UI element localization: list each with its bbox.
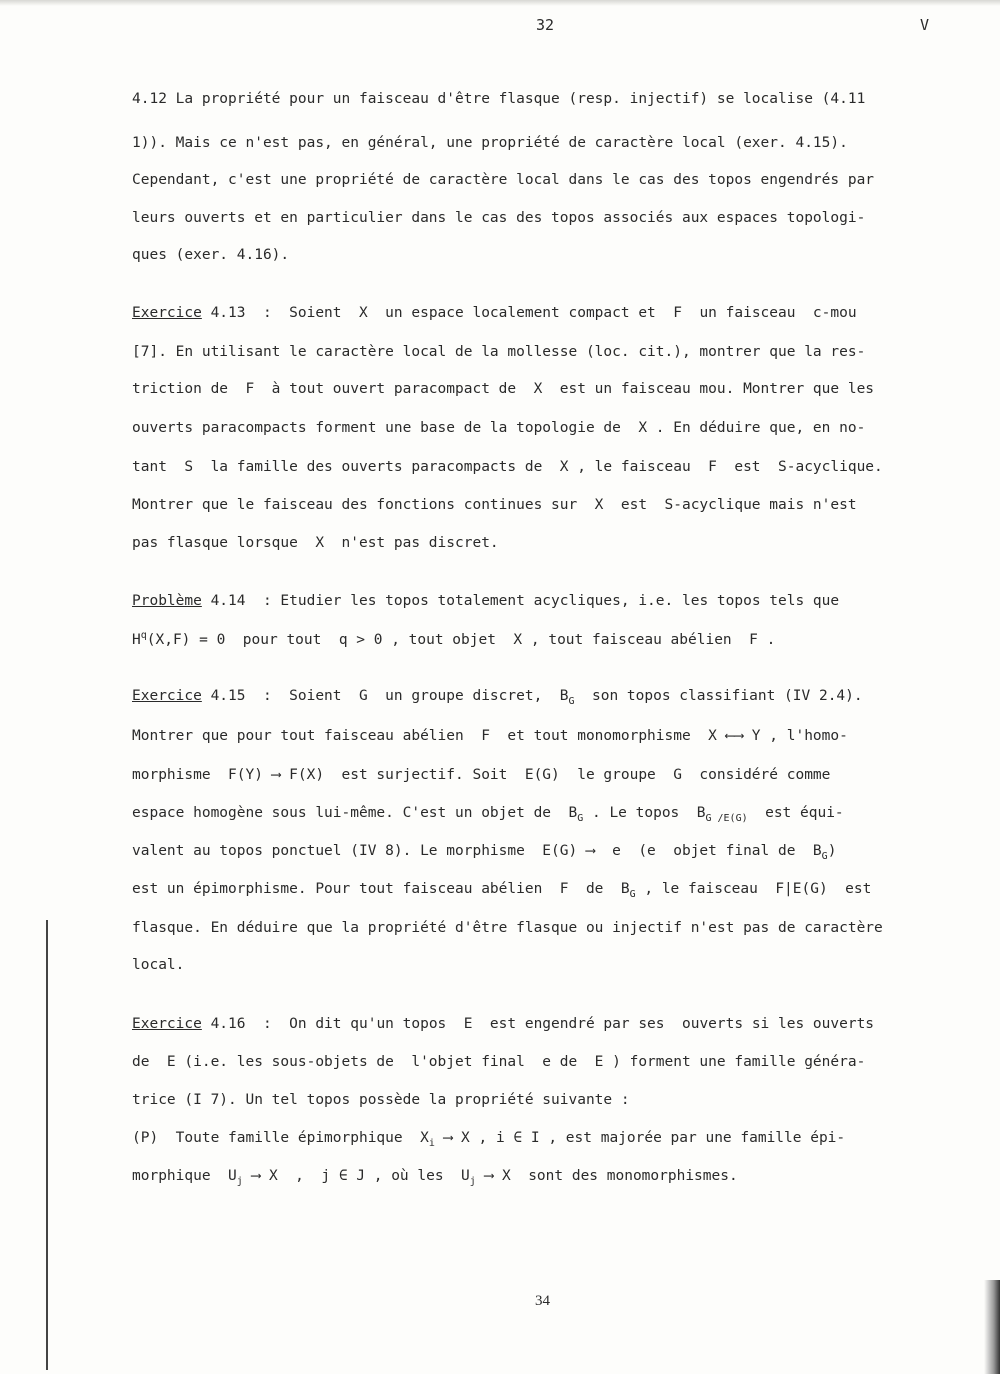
text-line: morphisme F(Y) ⟶ F(X) est surjectif. Soit E(G) le groupe G considéré comme bbox=[132, 767, 831, 783]
scan-left-edge bbox=[46, 920, 48, 1370]
text-line: espace homogène sous lui-même. C'est un objet de $B_G$ . Le topos $B_{G /E(G)}$ est équi- bbox=[132, 805, 844, 824]
text-line: leurs ouverts et en particulier dans le cas des topos associés aux espaces topologi- bbox=[132, 210, 866, 226]
problem-label: Problème bbox=[132, 593, 202, 609]
text-line: flasque. En déduire que la propriété d'être flasque ou injectif n'est pas de caractère bbox=[132, 920, 883, 936]
text-line: est un épimorphisme. Pour tout faisceau abélien F de $B_G$ , le faisceau F|E(G) est bbox=[132, 881, 872, 900]
text-line: ques (exer. 4.16). bbox=[132, 247, 290, 263]
scan-right-shadow bbox=[984, 1280, 1000, 1374]
text-line: Montrer que le faisceau des fonctions continues sur X est S-acyclique mais n'est bbox=[132, 497, 857, 513]
text-line: local. bbox=[132, 957, 185, 973]
text-line: Cependant, c'est une propriété de caractère local dans le cas des topos engendrés par bbox=[132, 172, 875, 188]
text-line: valent au topos ponctuel (IV 8). Le morphisme E(G) ⟶ e (e objet final de $B_G$) bbox=[132, 843, 837, 862]
text-line: de E (i.e. les sous-objets de l'objet final e de E ) forment une famille généra- bbox=[132, 1054, 866, 1070]
text-line: trice (I 7). Un tel topos possède la propriété suivante : bbox=[132, 1092, 630, 1108]
text-line: pas flasque lorsque X n'est pas discret. bbox=[132, 535, 499, 551]
text-line: Exercice 4.13 : Soient X un espace localement compact et F un faisceau c-mou bbox=[132, 305, 857, 321]
exercise-label: Exercice bbox=[132, 305, 202, 321]
text-line: $H^q(X,F) = 0$ pour tout q > 0 , tout objet X , tout faisceau abélien F . bbox=[132, 630, 776, 648]
text-line: Exercice 4.15 : Soient G un groupe discret, $B_G$ son topos classifiant (IV 2.4). bbox=[132, 688, 863, 707]
exercise-label: Exercice bbox=[132, 1016, 202, 1032]
header-page-number: 32 bbox=[536, 16, 555, 34]
text-line: triction de F à tout ouvert paracompact de X est un faisceau mou. Montrer que les bbox=[132, 381, 875, 397]
text-line: Problème 4.14 : Etudier les topos totalement acycliques, i.e. les topos tels que bbox=[132, 593, 840, 609]
text-line: 1)). Mais ce n'est pas, en général, une propriété de caractère local (exer. 4.15). bbox=[132, 135, 848, 151]
exercise-label: Exercice bbox=[132, 688, 202, 704]
footer-page-number: 34 bbox=[535, 1293, 550, 1309]
text-line: 4.12 La propriété pour un faisceau d'être flasque (resp. injectif) se localise (4.11 bbox=[132, 91, 866, 107]
text-line: tant S la famille des ouverts paracompacts de X , le faisceau F est S-acyclique. bbox=[132, 459, 883, 475]
text-line: Exercice 4.16 : On dit qu'un topos E est engendré par ses ouverts si les ouverts bbox=[132, 1016, 875, 1032]
text-line: morphique $U_j$ ⟶ X , j ∈ J , où les $U_j$ ⟶ X sont des monomorphismes. bbox=[132, 1168, 738, 1187]
header-volume: V bbox=[920, 16, 930, 34]
text-line: Montrer que pour tout faisceau abélien F et tout monomorphisme X ⟵⟶ Y , l'homo- bbox=[132, 728, 848, 744]
text-line: [7]. En utilisant le caractère local de la mollesse (loc. cit.), montrer que la res- bbox=[132, 344, 866, 360]
scan-top-edge bbox=[0, 0, 1000, 6]
text-line: ouverts paracompacts forment une base de la topologie de X . En déduire que, en no- bbox=[132, 420, 866, 436]
text-line: (P) Toute famille épimorphique $X_i$ ⟶ X , i ∈ I , est majorée par une famille épi- bbox=[132, 1130, 846, 1149]
